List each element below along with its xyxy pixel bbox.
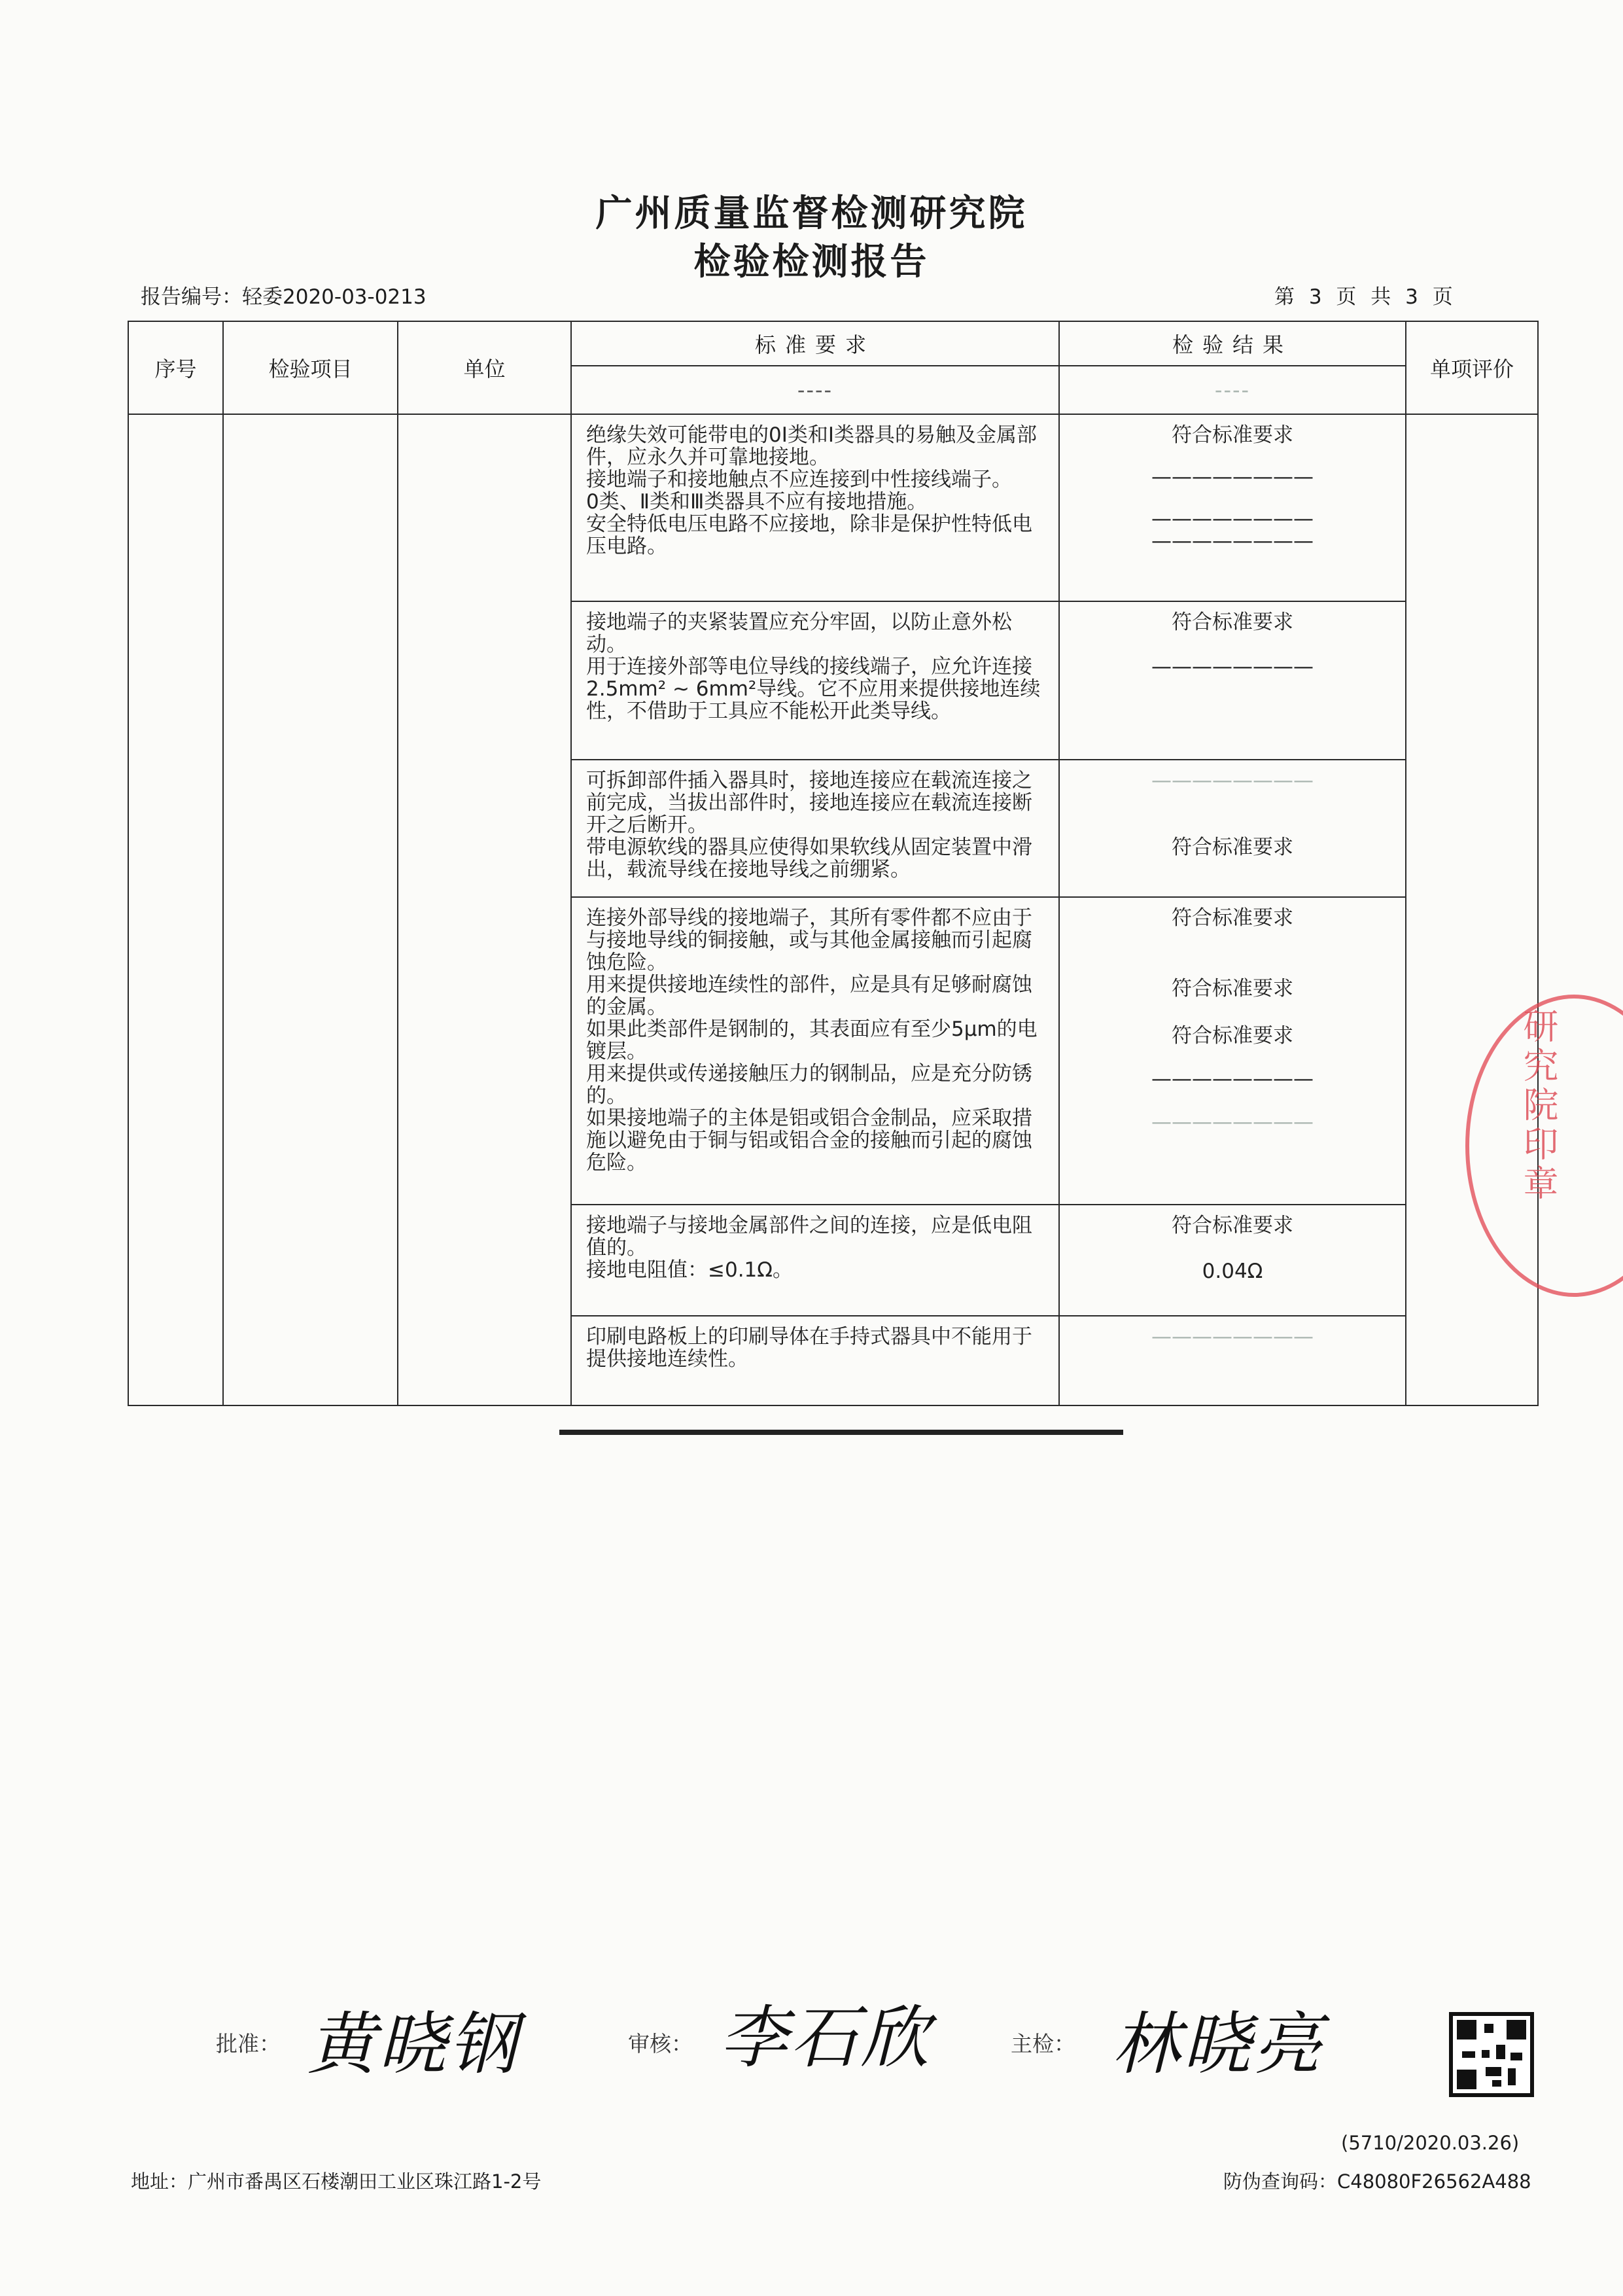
requirement-cell: 印刷电路板上的印刷导体在手持式器具中不能用于提供接地连续性。 <box>571 1316 1059 1405</box>
main-inspector-signature: 林晓亮 <box>1112 2004 1325 2084</box>
col-eval-header: 单项评价 <box>1406 321 1538 414</box>
requirement-cell: 接地端子的夹紧装置应充分牢固，以防止意外松动。 用于连接外部等电位导线的接线端子，应允许连接2.5mm² ~ 6mm²导线。它不应用来提供接地连续性，不借助于工具应不能松开此类导线。 <box>571 601 1059 760</box>
review-signature: 李石欣 <box>720 1998 932 2077</box>
document-code: (5710/2020.03.26) <box>1341 2132 1520 2154</box>
approve-label: 批准： <box>216 2031 281 2057</box>
col-result-header: 检验结果 <box>1059 321 1406 366</box>
col-item-header: 检验项目 <box>223 321 398 414</box>
unit-cell <box>398 414 571 1405</box>
requirement-cell: 可拆卸部件插入器具时，接地连接应在载流连接之前完成，当拔出部件时，接地连接应在载流连接断开之后断开。 带电源软线的器具应使得如果软线从固定装置中滑出，载流导线在接地导线之前绷紧。 <box>571 760 1059 897</box>
inspection-table <box>128 321 1539 1406</box>
result-cell: 符合标准要求 ———————— <box>1059 601 1406 760</box>
report-number: 报告编号：轻委2020-03-0213 <box>141 285 427 309</box>
col-unit-header: 单位 <box>398 321 571 414</box>
col-seq-header: 序号 <box>128 321 223 414</box>
requirement-cell: 接地端子与接地金属部件之间的连接，应是低电阻值的。 接地电阻值：≤0.1Ω。 <box>571 1205 1059 1316</box>
page-info: 第 3 页 共 3 页 <box>1274 285 1457 309</box>
result-cell: 符合标准要求 0.04Ω <box>1059 1205 1406 1316</box>
result-cell: ———————— <box>1059 1316 1406 1405</box>
report-title: 检验检测报告 <box>693 241 930 283</box>
org-name: 广州质量监督检测研究院 <box>595 192 1028 235</box>
item-cell <box>223 414 398 1405</box>
requirement-cell: 连接外部导线的接地端子，其所有零件都不应由于与接地导线的铜接触，或与其他金属接触而引起腐蚀危险。 用来提供接地连续性的部件，应是具有足够耐腐蚀的金属。 如果此类部件是钢制的，其表面应有至少5μm的电镀层。 用来提供或传递接触压力的钢制品，应是充分防锈的。 如果接地端子的主体是铝或铝合金制品，应采取措施以避免由于铜与铝或铝合金的接触而引起的腐蚀危险。 <box>571 897 1059 1205</box>
result-cell: 符合标准要求 ———————— ———————— ———————— <box>1059 414 1406 601</box>
result-cell: ———————— 符合标准要求 <box>1059 760 1406 897</box>
review-label: 审核： <box>628 2031 693 2057</box>
end-of-table-bar <box>559 1430 1123 1435</box>
col-requirement-header: 标准要求 <box>571 321 1059 366</box>
qr-code-icon <box>1449 2012 1534 2097</box>
address: 地址：广州市番禺区石楼潮田工业区珠江路1-2号 <box>131 2170 542 2193</box>
requirement-subheader: ---- <box>571 366 1059 414</box>
anti-counterfeit-code: 防伪查询码：C48080F26562A488 <box>1223 2170 1531 2193</box>
result-subheader: ---- <box>1059 366 1406 414</box>
main-inspector-label: 主检： <box>1011 2031 1075 2057</box>
seq-cell <box>128 414 223 1405</box>
requirement-cell: 绝缘失效可能带电的0Ⅰ类和Ⅰ类器具的易触及金属部件，应永久并可靠地接地。 接地端子和接地触点不应连接到中性接线端子。 0类、Ⅱ类和Ⅲ类器具不应有接地措施。 安全特低电压电路不应接地，除非是保护性特低电压电路。 <box>571 414 1059 601</box>
result-cell: 符合标准要求 符合标准要求 符合标准要求 ———————— ———————— <box>1059 897 1406 1205</box>
table-row <box>128 414 1538 601</box>
seal-text: 研究院印章 <box>1518 1008 1559 1204</box>
approve-signature: 黄晓钢 <box>307 2004 520 2084</box>
